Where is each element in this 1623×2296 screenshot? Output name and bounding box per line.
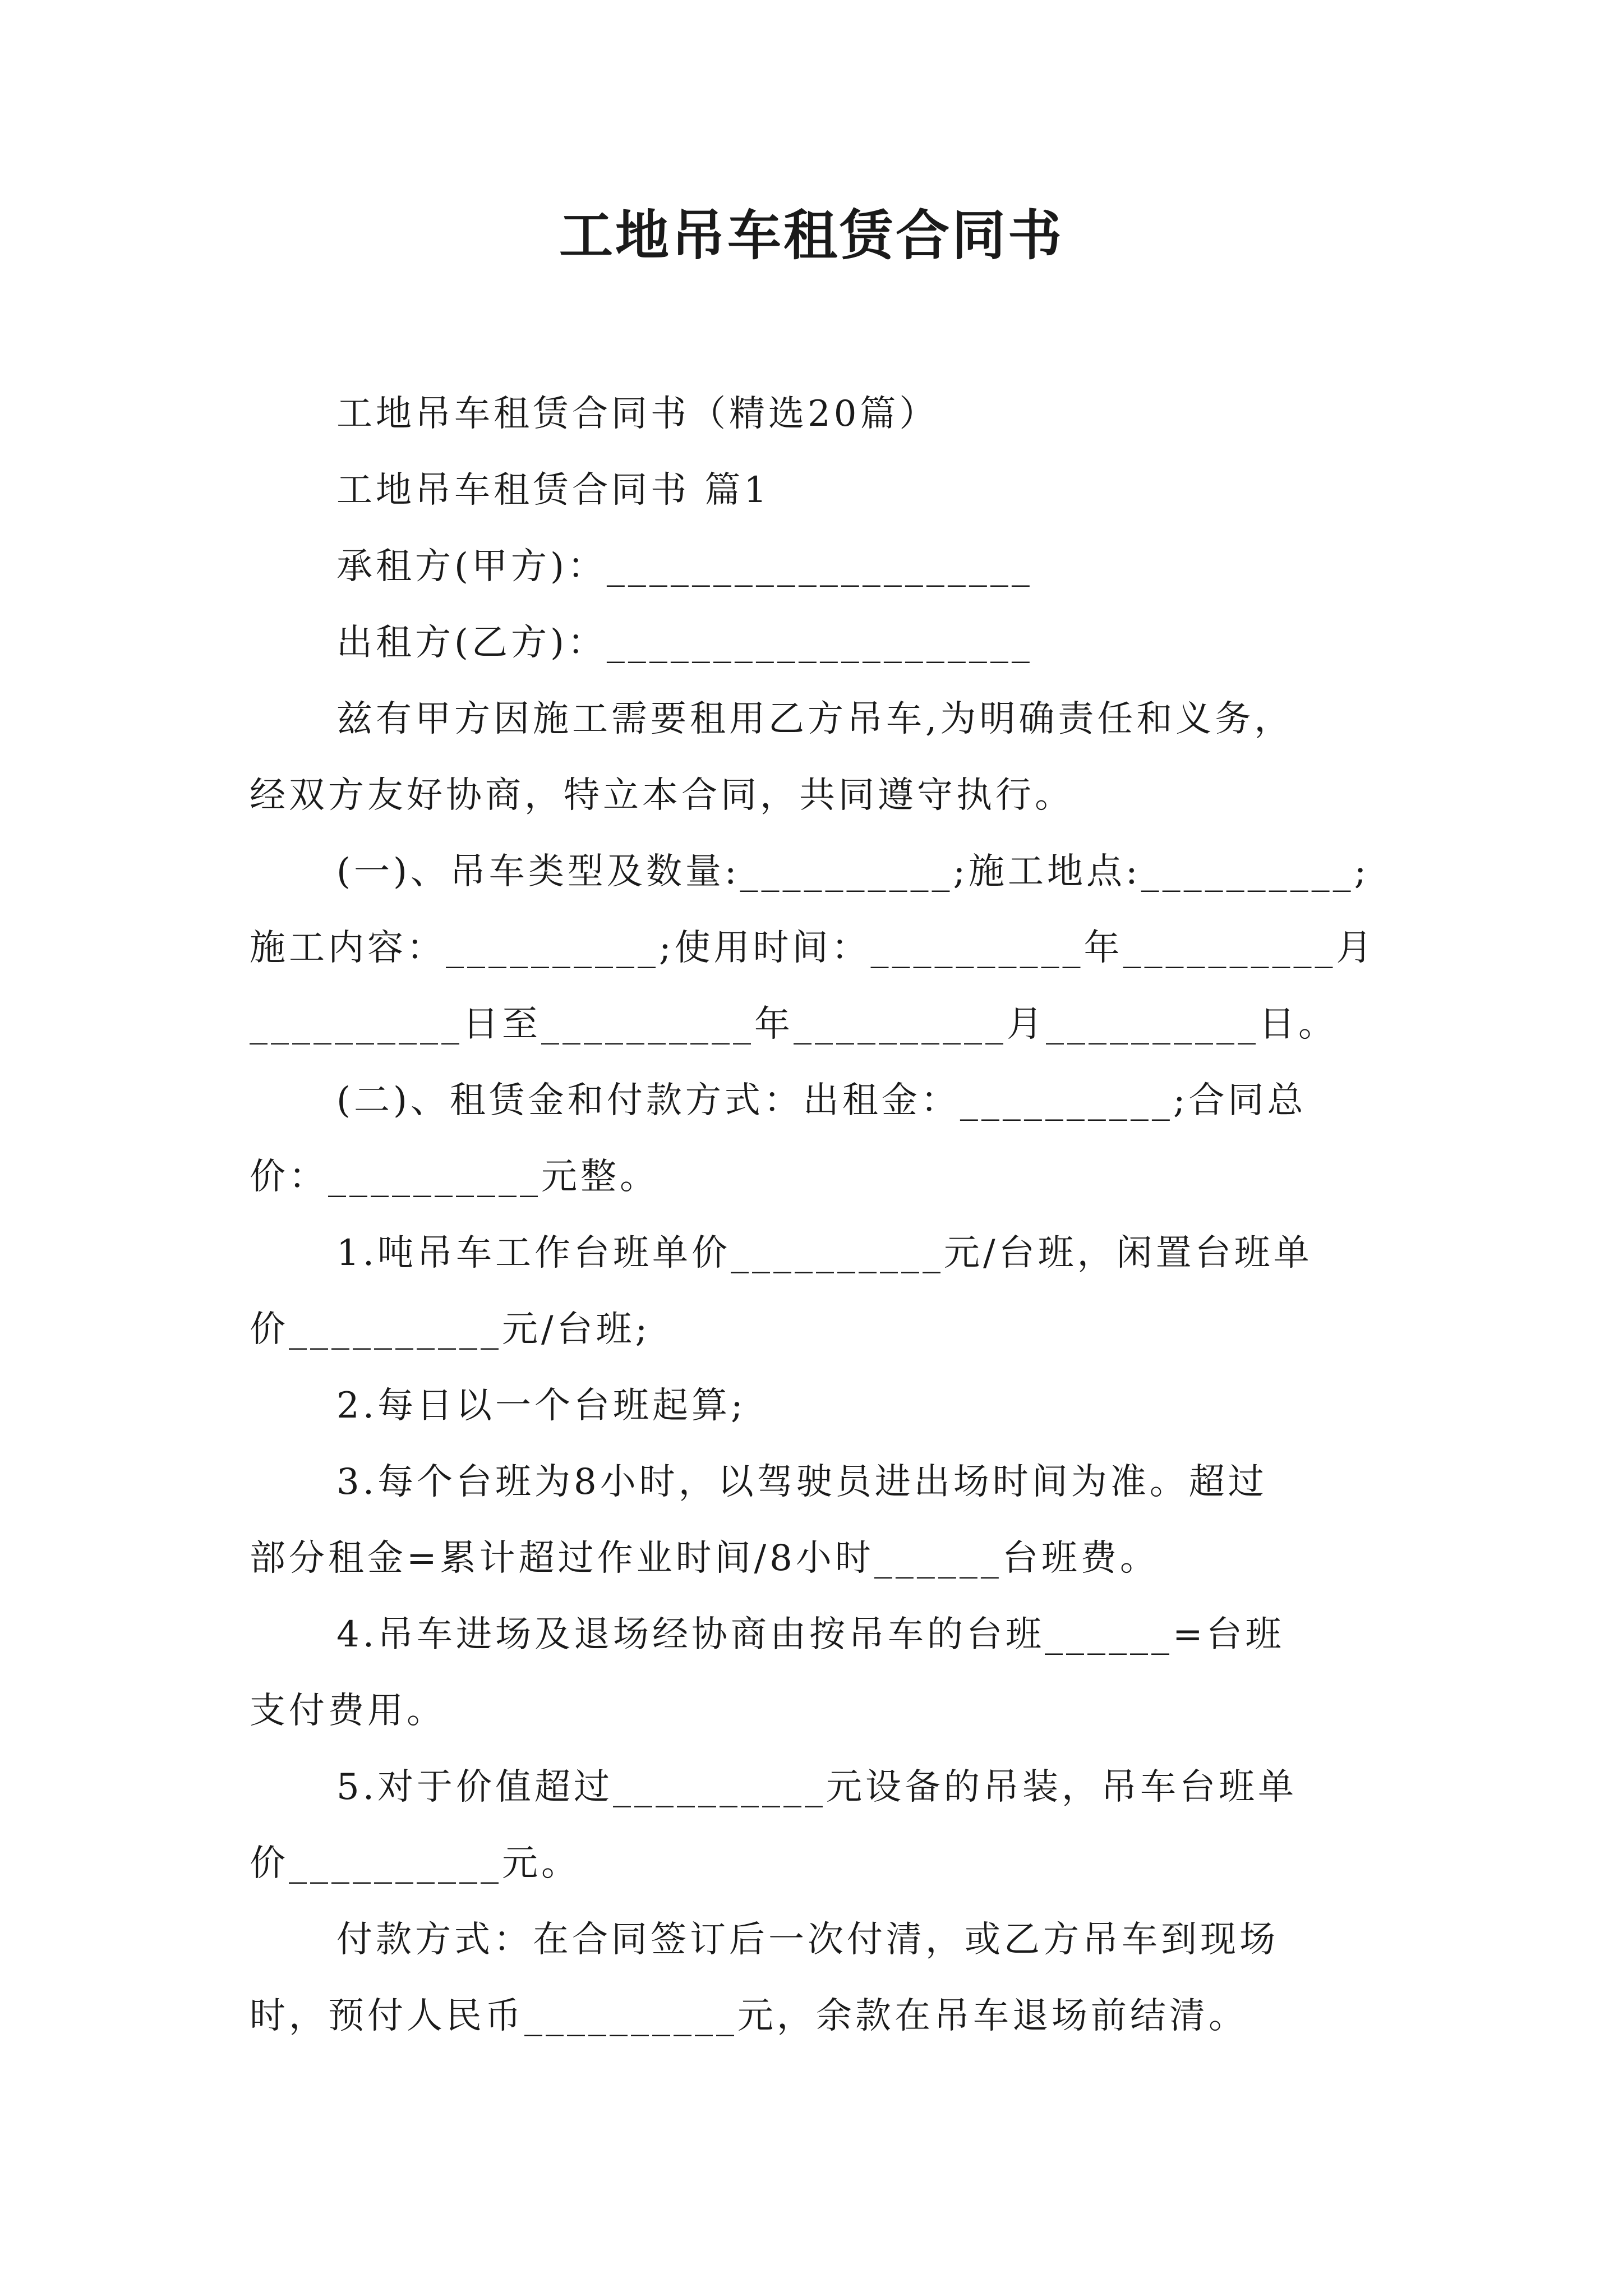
paragraph-line: 5.对于价值超过__________元设备的吊装，吊车台班单: [336, 1766, 1298, 1808]
paragraph-line: (一)、吊车类型及数量:__________;施工地点:__________;: [336, 851, 1370, 892]
paragraph-line: 付款方式：在合同签订后一次付清，或乙方吊车到现场: [336, 1919, 1279, 1961]
paragraph-line: 经双方友好协商，特立本合同，共同遵守执行。: [250, 775, 1074, 816]
paragraph-line: 承租方(甲方)：____________________: [336, 546, 1033, 587]
paragraph-line: 出租方(乙方)：____________________: [336, 622, 1033, 664]
paragraph-line: 4.吊车进场及退场经协商由按吊车的台班______=台班: [336, 1614, 1285, 1655]
paragraph-line: 支付费用。: [250, 1690, 446, 1732]
paragraph-line: 施工内容：__________;使用时间：__________年__________月: [250, 927, 1376, 969]
paragraph-line: 时，预付人民币__________元，余款在吊车退场前结清。: [250, 1995, 1248, 2037]
paragraph-line: 工地吊车租赁合同书（精选20篇）: [336, 393, 939, 435]
paragraph-line: 1.吨吊车工作台班单价__________元/台班，闲置台班单: [336, 1232, 1313, 1274]
paragraph-line: 价__________元。: [250, 1843, 580, 1884]
paragraph-line: (二)、租赁金和付款方式：出租金：__________;合同总: [336, 1080, 1307, 1121]
document-body: [250, 376, 1376, 2054]
paragraph-line: 价：__________元整。: [250, 1156, 659, 1198]
paragraph-line: 3.每个台班为8小时，以驾驶员进出场时间为准。超过: [336, 1461, 1267, 1503]
paragraph-line: 2.每日以一个台班起算;: [336, 1385, 746, 1427]
paragraph-line: 价__________元/台班;: [250, 1309, 651, 1350]
paragraph-line: 部分租金=累计超过作业时间/8小时______台班费。: [250, 1538, 1159, 1579]
paragraph-line: __________日至__________年__________月__________日。: [250, 1004, 1338, 1045]
document-title: 工地吊车租赁合同书: [559, 204, 1064, 267]
paragraph-line: 工地吊车租赁合同书 篇1: [336, 470, 771, 511]
paragraph-line: 兹有甲方因施工需要租用乙方吊车,为明确责任和义务，: [336, 698, 1294, 740]
